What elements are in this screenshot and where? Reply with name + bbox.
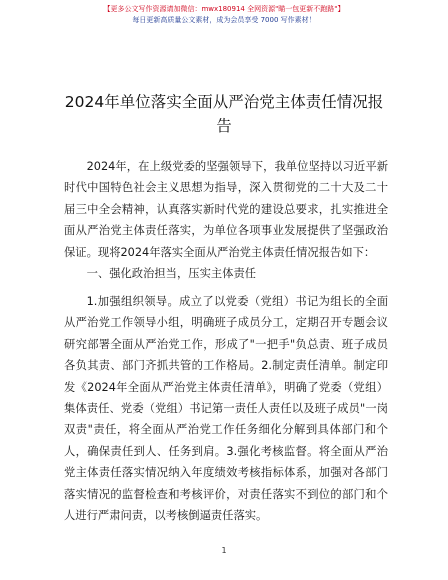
document-title: 2024年单位落实全面从严治党主体责任情况报告 bbox=[64, 93, 384, 135]
promo-header-banner bbox=[90, 4, 358, 26]
promo-header-line-1: 【更多公文写作资源请加微信：mwx180914 全网资源"瞄一包更新不跑路"】 bbox=[103, 5, 345, 13]
promo-header-line-2: 每日更新高质量公文素材，成为会员享受 7000 写作素材！ bbox=[132, 16, 316, 24]
page-number: 1 bbox=[221, 546, 227, 555]
section-body-paragraph: 1.加强组织领导。成立了以党委（党组）书记为组长的全面从严治党工作领导小组，明确班子成员分工，定期召开专题会议研究部署全面从严治党工作，形成了"一把手"负总责、班子成员各负其责、部门齐抓共管的工作格局。2.制定责任清单。制定印发《2024年全面从严治党主体责任清单》，明确了党委（党组）集体责任、党委（党组）书记第一责任人责任以及班子成员"一岗双责"责任，将全面从严治党工作任务细化分解到具体部门和个人，确保责任到人、任务到肩。3.强化考核监督。将全面从严治党主体责任落实情况纳入年度绩效考核指标体系，加强对各部门落实情况的监督检查和考核评价，对责任落实不到位的部门和个人进行严肃问责，以考核倒逼责任落实。 bbox=[64, 295, 388, 523]
section-heading: 一、强化政治担当，压实主体责任 bbox=[86, 267, 257, 280]
intro-paragraph: 2024年，在上级党委的坚强领导下，我单位坚持以习近平新时代中国特色社会主义思想为指导，深入贯彻党的二十大及二十届三中全会精神，认真落实新时代党的建设总要求，扎实推进全面从严治党主体责任落实，为单位各项事业发展提供了坚强政治保证。现将2024年落实全面从严治党主体责任情况报告如下： bbox=[64, 160, 388, 259]
